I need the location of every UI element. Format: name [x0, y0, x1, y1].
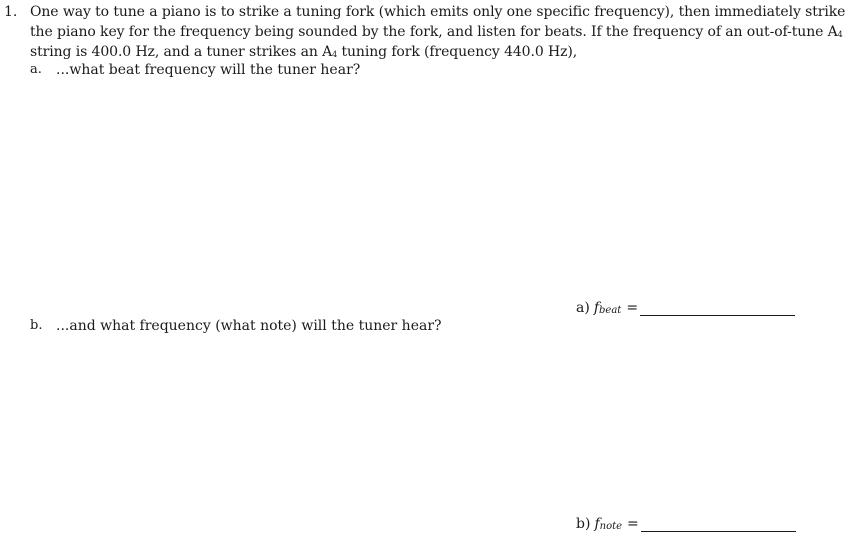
answer-a-blank[interactable]: [640, 301, 795, 316]
question-line-2: [30, 22, 843, 42]
part-b-letter: b.: [30, 318, 43, 333]
question-line-2-text: the piano key for the frequency being sounded by the fork, and listen for beats. If the frequency of an out-of-tune A: [30, 24, 838, 40]
answer-a-label: a): [576, 300, 590, 316]
answer-b-blank[interactable]: [641, 517, 796, 532]
answer-a-subscript: beat: [599, 305, 622, 316]
question-text: [30, 2, 845, 62]
note-subscript: 4: [332, 50, 338, 59]
question-line-3-text-a: string is 400.0 Hz, and a tuner strikes an A: [30, 44, 333, 60]
note-subscript: 4: [837, 30, 843, 39]
answer-a-variable: f: [593, 300, 599, 316]
part-b-text: ...and what frequency (what note) will the tuner hear?: [56, 318, 442, 334]
answer-b-line: [576, 514, 796, 534]
answer-b-variable: f: [594, 516, 600, 532]
answer-b-label: b): [576, 516, 591, 532]
question-line-1: One way to tune a piano is to strike a tuning fork (which emits only one specific frequency), then immediately strike: [30, 4, 845, 20]
question-number: 1.: [4, 4, 18, 20]
answer-a-line: [576, 298, 795, 318]
answer-a-equals: =: [626, 300, 639, 316]
answer-b-equals: =: [627, 516, 639, 532]
question-line-3-text-b: tuning fork (frequency 440.0 Hz),: [337, 44, 578, 60]
part-a-letter: a.: [30, 62, 42, 77]
question-line-3: [30, 42, 810, 62]
part-a-text: ...what beat frequency will the tuner hear?: [56, 62, 361, 78]
answer-b-subscript: note: [599, 521, 623, 532]
